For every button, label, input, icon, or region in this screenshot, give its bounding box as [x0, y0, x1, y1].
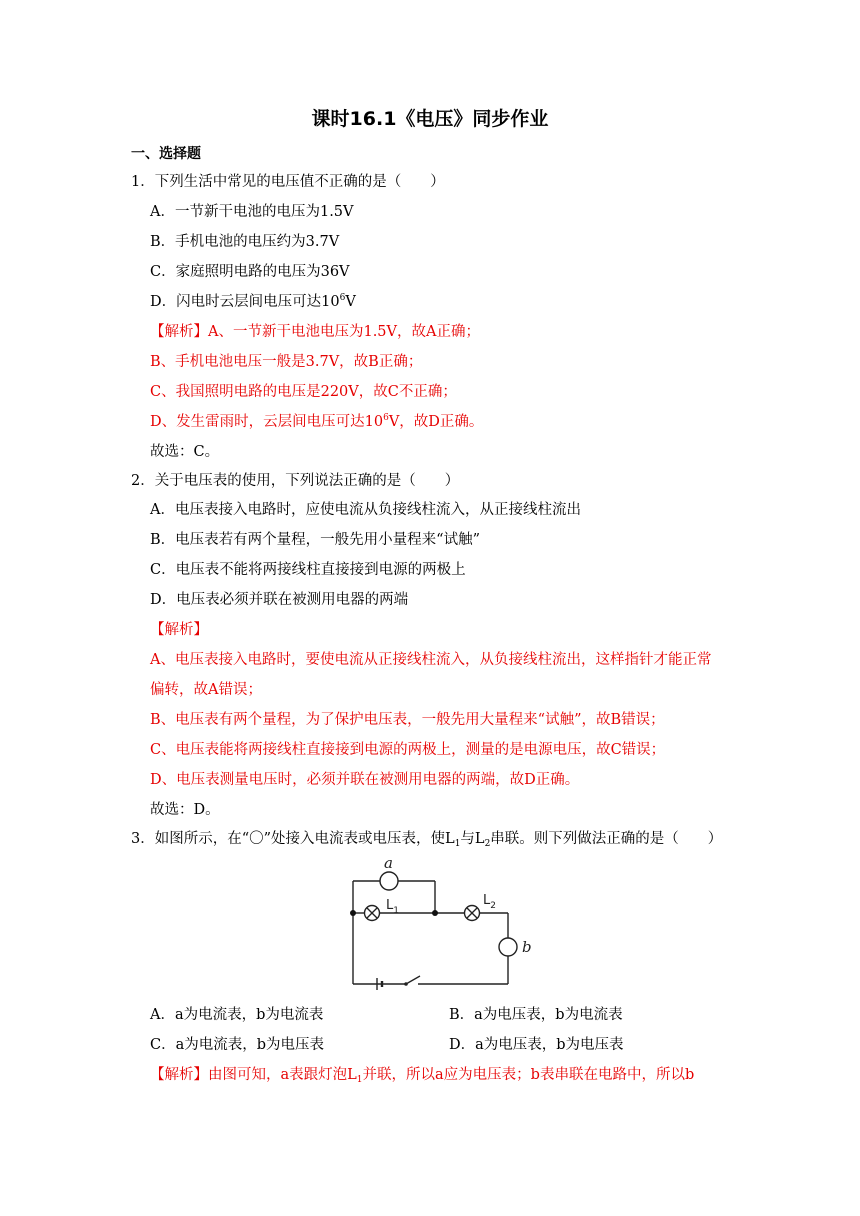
diagram-label-l2: $L_2$ [483, 893, 496, 911]
question-1-stem: 1．下列生活中常见的电压值不正确的是（ ） [131, 174, 445, 190]
question-3-option-b: B．a为电压表，b为电流表 [449, 1007, 623, 1023]
question-3-option-a: A．a为电流表，b为电流表 [150, 1007, 324, 1023]
analysis-tag: 【解析】 [150, 324, 208, 340]
circuit-diagram [338, 854, 532, 1000]
junction-dot [350, 910, 356, 916]
question-3-option-d: D．a为电压表，b为电压表 [449, 1037, 624, 1053]
question-1-option-a: A．一节新干电池的电压为1.5V [150, 204, 354, 220]
question-1-analysis-b: B、手机电池电压一般是3.7V，故B正确； [150, 354, 423, 370]
question-3-option-c: C．a为电流表，b为电压表 [150, 1037, 325, 1053]
diagram-label-l1: $L_1$ [386, 898, 399, 916]
question-2-option-c: C．电压表不能将两接线柱直接接到电源的两极上 [150, 562, 466, 578]
switch-icon [404, 976, 420, 986]
question-2-analysis-c: C、电压表能将两接线柱直接接到电源的两极上，测量的是电源电压，故C错误； [150, 742, 666, 758]
question-2-analysis-a-line1: A、电压表接入电路时，要使电流从正接线柱流入，从负接线柱流出，这样指针才能正常 [150, 652, 712, 668]
question-2-option-a: A．电压表接入电路时，应使电流从负接线柱流入，从正接线柱流出 [150, 502, 581, 518]
page-title: 课时16.1《电压》同步作业 [311, 108, 549, 130]
question-1-analysis-d: D、发生雷雨时，云层间电压可达$10^6V$，故D正确。 [150, 413, 484, 430]
question-1-option-b: B．手机电池的电压约为3.7V [150, 234, 340, 250]
question-2-option-d: D．电压表必须并联在被测用电器的两端 [150, 592, 409, 608]
junction-dot [432, 910, 438, 916]
analysis-tag: 【解析】 [150, 1067, 208, 1083]
question-1-answer: 故选：C。 [150, 444, 220, 460]
question-1-option-d: D．闪电时云层间电压可达$10^6V$ [150, 293, 356, 310]
diagram-label-b: b [522, 938, 532, 956]
diagram-label-a: a [384, 854, 393, 872]
question-1-option-c: C．家庭照明电路的电压为36V [150, 264, 350, 280]
meter-b [499, 938, 517, 956]
question-2-answer: 故选：D。 [150, 802, 220, 818]
meter-a [380, 872, 398, 890]
section-heading: 一、选择题 [131, 146, 201, 162]
question-1-analysis-c: C、我国照明电路的电压是220V，故C不正确； [150, 384, 457, 400]
question-3-analysis: 【解析】由图可知，a表跟灯泡$L_1$并联，所以a应为电压表；b表串联在电路中，所以b [150, 1067, 695, 1085]
lamp-l2-icon [465, 906, 480, 921]
question-3-stem: 3．如图所示，在“〇”处接入电流表或电压表，使$L_1$与$L_2$串联。则下列做法正确的是（ ） [131, 831, 723, 849]
question-2-stem: 2．关于电压表的使用，下列说法正确的是（ ） [131, 473, 460, 489]
question-2-option-b: B．电压表若有两个量程，一般先用小量程来“试触” [150, 532, 480, 548]
question-1-analysis-a: 【解析】A、一节新干电池电压为1.5V，故A正确； [150, 324, 480, 340]
question-2-analysis-d: D、电压表测量电压时，必须并联在被测用电器的两端，故D正确。 [150, 772, 580, 788]
question-2-analysis-a-line2: 偏转，故A错误； [150, 682, 262, 698]
question-2-analysis-tag: 【解析】 [150, 622, 208, 638]
question-2-analysis-b: B、电压表有两个量程，为了保护电压表，一般先用大量程来“试触”，故B错误； [150, 712, 665, 728]
lamp-l1-icon [365, 906, 380, 921]
